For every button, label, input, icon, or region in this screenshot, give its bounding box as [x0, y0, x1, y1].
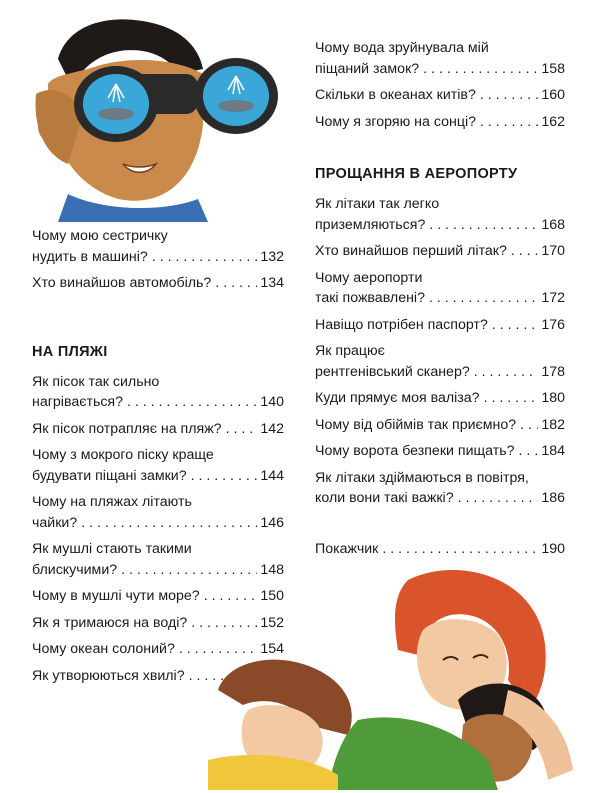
toc-page-number: 160: [541, 87, 565, 103]
section-title-beach: НА ПЛЯЖІ: [32, 343, 108, 360]
toc-page-number: 186: [541, 490, 565, 506]
toc-page-number: 154: [260, 641, 284, 657]
toc-page-number: 176: [541, 316, 565, 333]
boy-with-binoculars-illustration: [28, 14, 278, 222]
dot-leader: [484, 388, 539, 409]
toc-entry[interactable]: [32, 273, 284, 294]
dot-leader: [191, 466, 258, 487]
toc-page-number: 162: [541, 113, 565, 130]
toc-page-number: 158: [541, 60, 565, 77]
toc-page-number: 144: [260, 467, 284, 484]
boy-ear: [38, 110, 62, 142]
dot-leader: [480, 85, 538, 106]
dot-leader: [480, 112, 538, 133]
toc-entry-line: чайки?: [32, 514, 78, 531]
toc-entry[interactable]: [315, 194, 565, 235]
toc-entry-line: такі пожвавлені?: [315, 290, 425, 306]
toc-entry[interactable]: [32, 492, 284, 533]
toc-entry-line: Чому аеропорти: [315, 269, 423, 286]
toc-entry[interactable]: [315, 85, 565, 106]
toc-entry-line: Чому мою сестричку: [32, 228, 168, 244]
toc-entry-line: Як пісок потрапляє на пляж?: [32, 420, 222, 437]
toc-page-number: 172: [541, 290, 565, 306]
dot-leader: [429, 288, 538, 309]
toc-page-number: 150: [260, 588, 284, 604]
toc-entry-line: нудить в машині?: [32, 248, 148, 265]
toc-page-number: 184: [541, 443, 565, 459]
toc-entry[interactable]: [32, 226, 284, 267]
toc-entry-line: Як пісок так сильно: [32, 373, 160, 390]
dot-leader: [429, 215, 538, 236]
yellow-cloth: [208, 755, 338, 790]
dot-leader: [152, 247, 258, 268]
toc-page-number: 168: [541, 216, 565, 233]
dot-leader: [127, 392, 257, 413]
toc-entry[interactable]: [315, 388, 565, 409]
dot-leader: [423, 59, 538, 80]
toc-entry-line: Чому я згоряю на сонці?: [315, 113, 476, 130]
toc-entry[interactable]: [315, 241, 565, 262]
dot-leader: [215, 273, 257, 294]
dot-leader: [81, 513, 257, 534]
dot-leader: [382, 539, 538, 560]
toc-page-number: 140: [260, 394, 284, 410]
toc-entry-line: піщаний замок?: [315, 60, 420, 77]
dot-leader: [492, 315, 539, 336]
toc-entry-line: Як утворюються хвилі?: [32, 667, 185, 684]
toc-entry-line: Чому на пляжах літають: [32, 494, 192, 510]
toc-entry[interactable]: [32, 419, 284, 440]
toc-page-number: 180: [541, 390, 565, 406]
toc-entry[interactable]: [32, 445, 284, 486]
dot-leader: [519, 441, 539, 462]
toc-page-number: 152: [260, 614, 284, 631]
family-hug-illustration: [208, 560, 590, 790]
toc-entry-line: рентгенівський сканер?: [315, 363, 470, 380]
dot-leader: [520, 415, 538, 436]
toc-entry-line: Чому вода зруйнувала мій: [315, 40, 489, 56]
toc-entry[interactable]: [315, 415, 565, 436]
toc-entry-line: Чому з мокрого піску краще: [32, 447, 214, 463]
toc-page-number: 146: [260, 514, 284, 531]
toc-entry-line: Навіщо потрібен паспорт?: [315, 316, 488, 333]
toc-entry[interactable]: [315, 441, 565, 462]
toc-page-number: 170: [541, 243, 565, 259]
toc-entry-line: будувати піщані замки?: [32, 467, 187, 484]
section-title-airport: ПРОЩАННЯ В АЕРОПОРТУ: [315, 166, 518, 182]
dot-leader: [474, 362, 539, 383]
toc-entry[interactable]: [315, 315, 565, 336]
toc-entry-line: нагрівається?: [32, 394, 124, 410]
toc-page-number: 132: [260, 248, 284, 265]
toc-entry-line: Хто винайшов автомобіль?: [32, 275, 212, 291]
toc-page-number: 182: [541, 416, 565, 433]
binoculars-left-lens: [74, 66, 158, 142]
toc-entry[interactable]: [315, 38, 565, 79]
toc-entry[interactable]: [315, 112, 565, 133]
dot-leader: [226, 419, 258, 440]
toc-entry-line: Як мушлі стають такими: [32, 541, 192, 557]
toc-entry[interactable]: [315, 341, 565, 382]
dot-leader: [511, 241, 538, 262]
toc-entry-line: Як літаки здіймаються в повітря,: [315, 469, 529, 486]
toc-entry-line: Скільки в океанах китів?: [315, 87, 476, 103]
toc-entry-line: коли вони такі важкі?: [315, 490, 454, 506]
binoculars-right-lens: [194, 58, 278, 134]
toc-entry-line: Покажчик: [315, 540, 379, 557]
toc-entry[interactable]: [315, 268, 565, 309]
toc-entry-line: Як я тримаюся на воді?: [32, 614, 188, 631]
toc-entry-line: Хто винайшов перший літак?: [315, 243, 507, 259]
toc-entry-line: Як працює: [315, 343, 385, 359]
toc-page-number: 142: [260, 420, 284, 437]
toc-page-number: 190: [541, 540, 565, 557]
toc-page-number: 148: [260, 561, 284, 578]
toc-entry-line: блискучими?: [32, 561, 118, 578]
toc-right-column: [315, 38, 565, 565]
toc-entry[interactable]: [315, 468, 565, 509]
toc-page-number: 178: [541, 363, 565, 380]
toc-entry-line: Як літаки так легко: [315, 196, 440, 212]
toc-entry-line: Чому ворота безпеки пищать?: [315, 443, 515, 459]
dot-leader: [458, 488, 539, 509]
toc-entry-line: Чому в мушлі чути море?: [32, 588, 200, 604]
toc-entry-line: Чому від обіймів так приємно?: [315, 416, 517, 433]
toc-entry-line: приземляються?: [315, 216, 426, 233]
toc-entry[interactable]: [32, 372, 284, 413]
toc-entry-line: Куди прямує моя валіза?: [315, 390, 480, 406]
toc-entry-index[interactable]: [315, 539, 565, 560]
toc-entry-line: Чому океан солоний?: [32, 641, 175, 657]
toc-page-number: 134: [260, 275, 284, 291]
